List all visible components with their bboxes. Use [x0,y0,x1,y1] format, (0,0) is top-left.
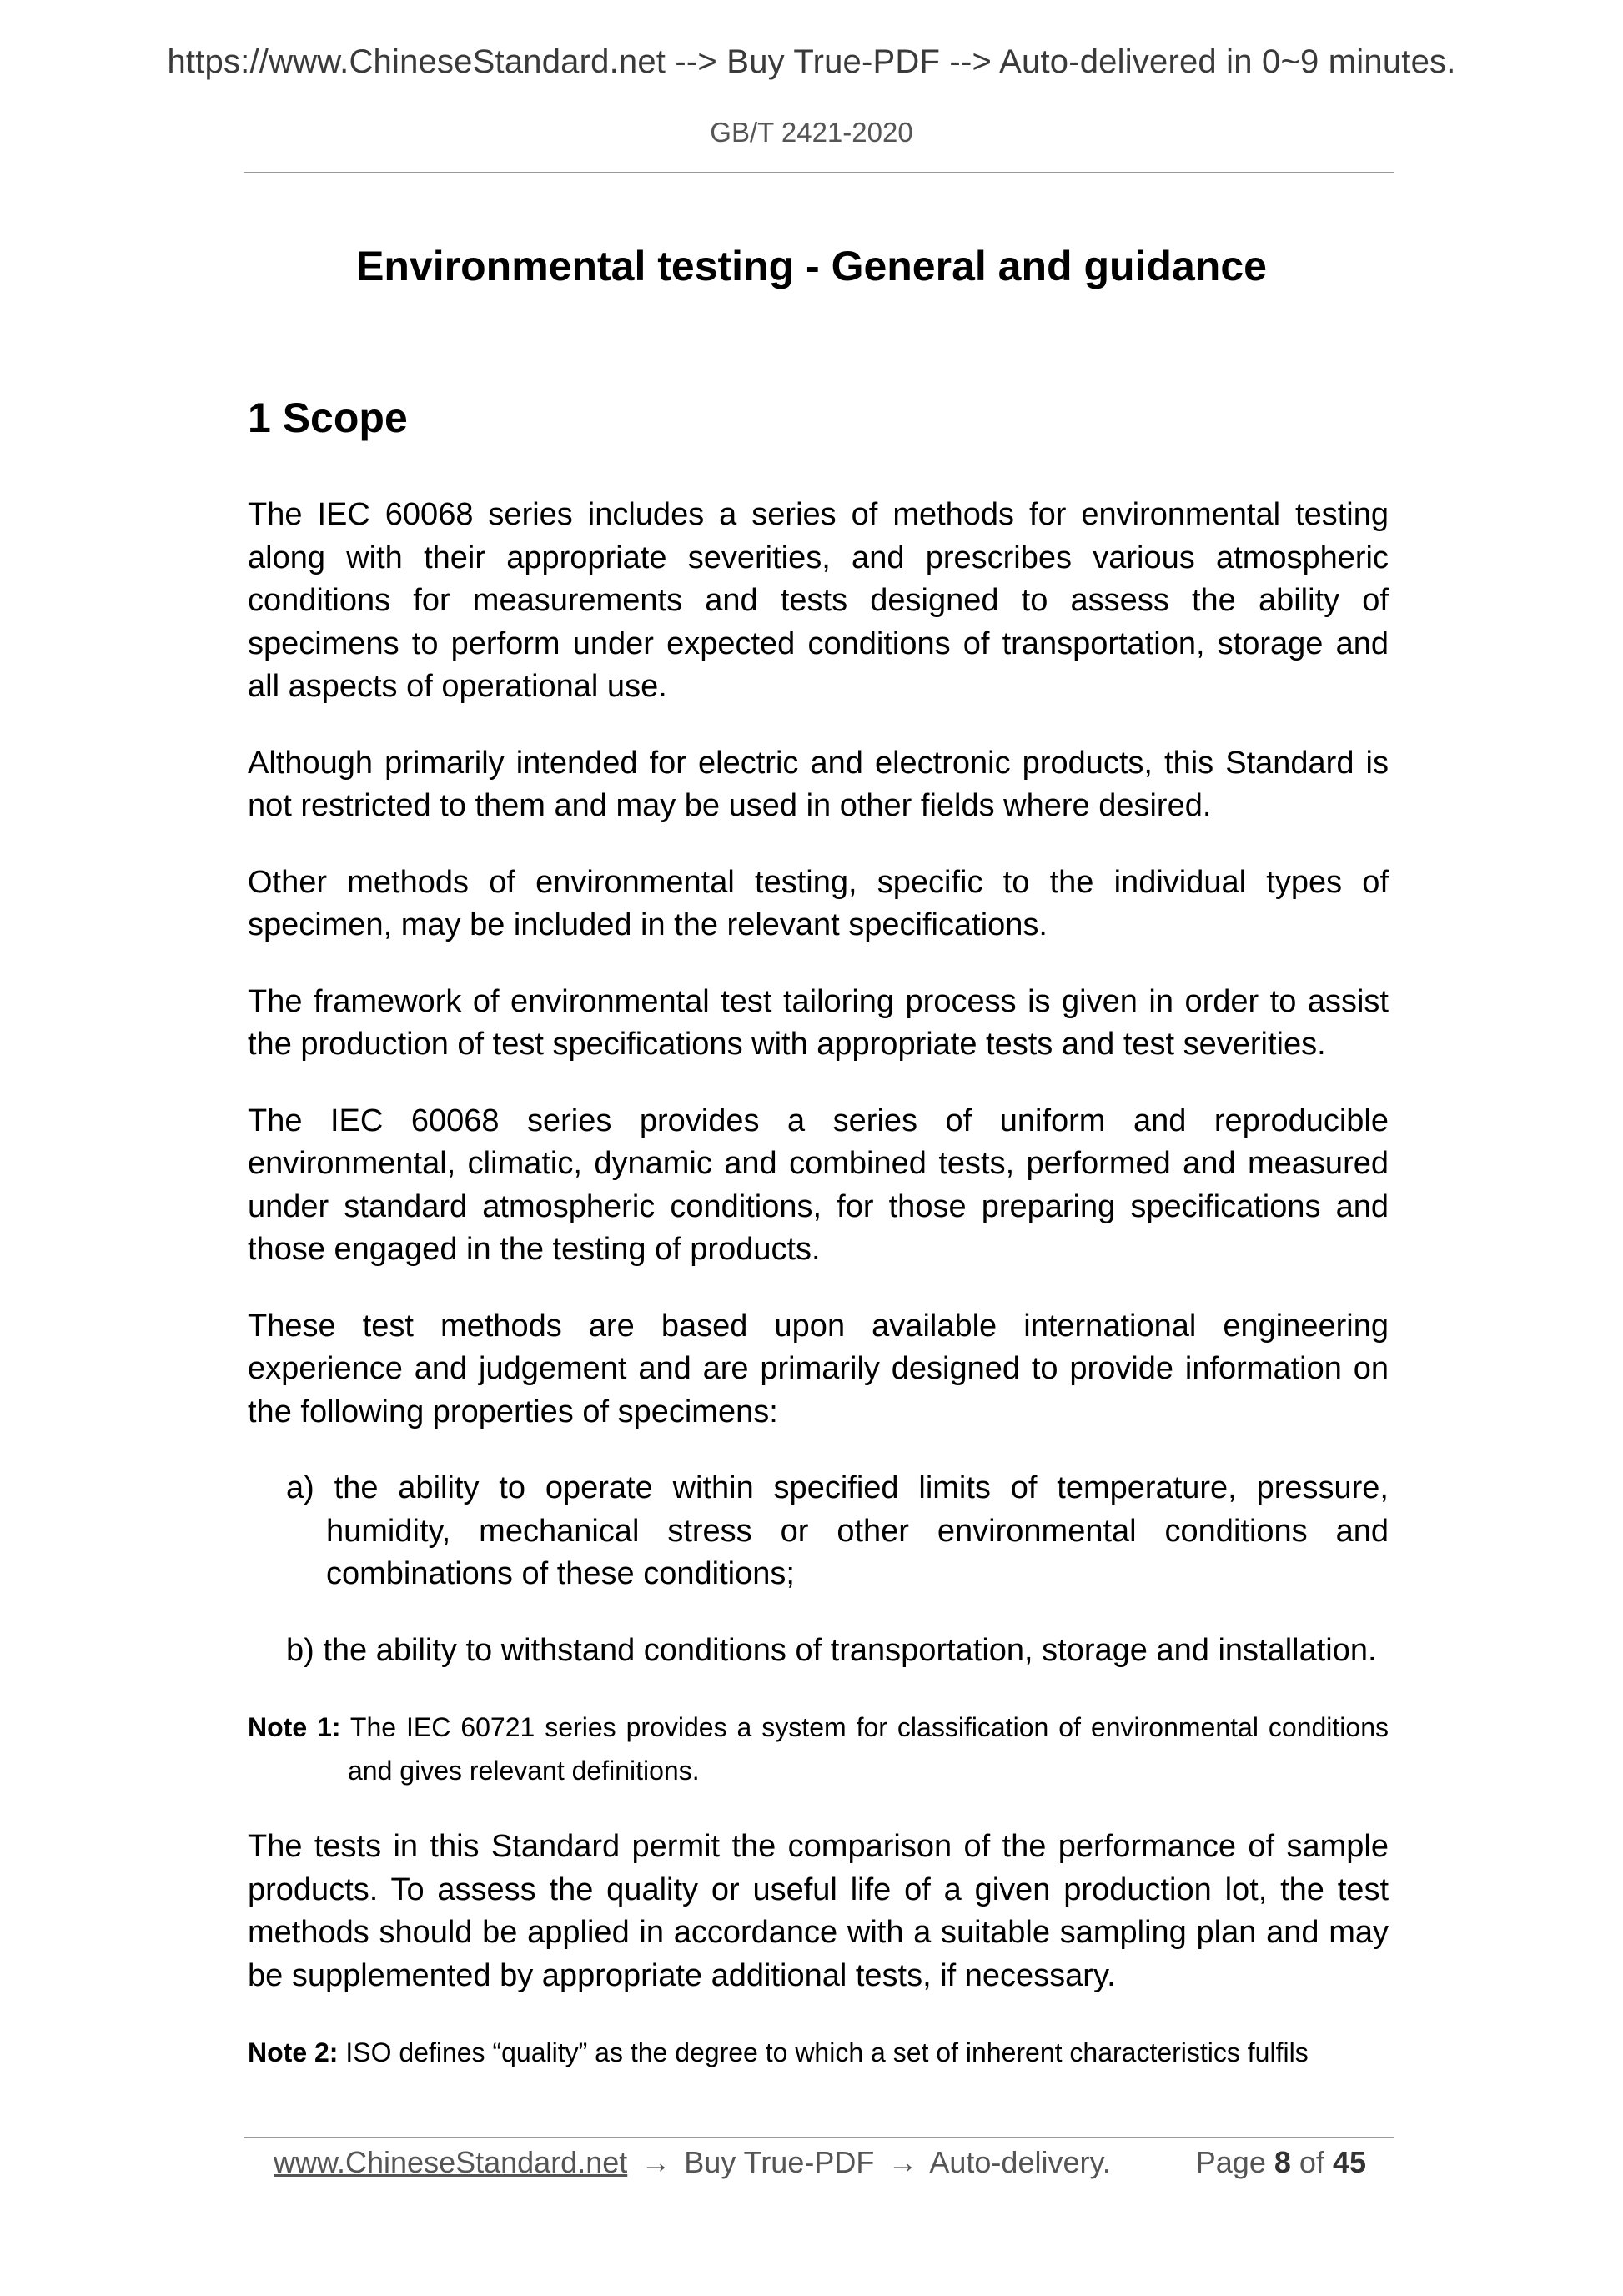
paragraph: The IEC 60068 series provides a series of uniform and reproducible environmental, climatic, dynamic and combined tests, performed and measured under standard atmospheric conditions, for those preparing specifications and those engaged in the testing of products. [248,1103,1389,1267]
paragraph: The tests in this Standard permit the comparison of the performance of sample products. To assess the quality or useful life of a given production lot, the test methods should be applied in accordance with a suitable sampling plan and may be supplemented by appropriate additional tests, if necessary. [248,1829,1389,1993]
footer-delivery-text: Auto-delivery. [929,2145,1111,2179]
page-footer [274,2145,1366,2180]
footer-buy-text: Buy True-PDF [684,2145,875,2179]
note-1-label: Note 1: [248,1712,341,1742]
paragraph: Other methods of environmental testing, specific to the individual types of specimen, may be included in the relevant specifications. [248,864,1389,942]
document-title: Environmental testing - General and guidance [356,243,1267,289]
footer-divider [244,2137,1394,2138]
list-item-b: b) the ability to withstand conditions of transportation, storage and installation. [286,1632,1377,1668]
note-2 [248,2031,1389,2074]
page-label: Page [1195,2145,1266,2179]
list-item-a: a) the ability to operate within specified limits of temperature, pressure, humidity, mechanical stress or other environmental conditions and combinations of these conditions; [286,1470,1389,1591]
footer-site-link[interactable]: www.ChineseStandard.net [274,2145,628,2179]
note-2-label: Note 2: [248,2037,339,2067]
source-banner: https://www.ChineseStandard.net --> Buy True-PDF --> Auto-delivered in 0~9 minutes. [167,43,1456,80]
note-1-text: The IEC 60721 series provides a system for classification of environmental conditions and gives relevant definitions. [348,1712,1389,1786]
arrow-right-icon: → [887,2145,918,2179]
of-label: of [1299,2145,1324,2179]
total-pages: 45 [1332,2145,1366,2179]
note-1 [248,1706,1389,1792]
page-indicator [1196,2145,1366,2180]
standard-code: GB/T 2421-2020 [710,117,913,148]
section-heading-scope: 1 Scope [248,394,408,441]
note-2-text: ISO defines “quality” as the degree to which a set of inherent characteristics fulfils [345,2037,1309,2067]
paragraph: These test methods are based upon available international engineering experience and judgement and are primarily designed to provide information on the following properties of specimens: [248,1308,1389,1429]
paragraph: Although primarily intended for electric and electronic products, this Standard is not restricted to them and may be used in other fields where desired. [248,745,1389,823]
page-number: 8 [1274,2145,1291,2179]
page-body [248,494,1389,2108]
header-divider [244,172,1394,173]
paragraph: The framework of environmental test tailoring process is given in order to assist the production of test specifications with appropriate tests and test severities. [248,983,1389,1062]
paragraph: The IEC 60068 series includes a series of methods for environmental testing along with their appropriate severities, and prescribes various atmospheric conditions for measurements and tests designed to assess the ability of specimens to perform under expected conditions of transportation, storage and all aspects of operational use. [248,497,1389,704]
arrow-right-icon: → [641,2145,671,2179]
